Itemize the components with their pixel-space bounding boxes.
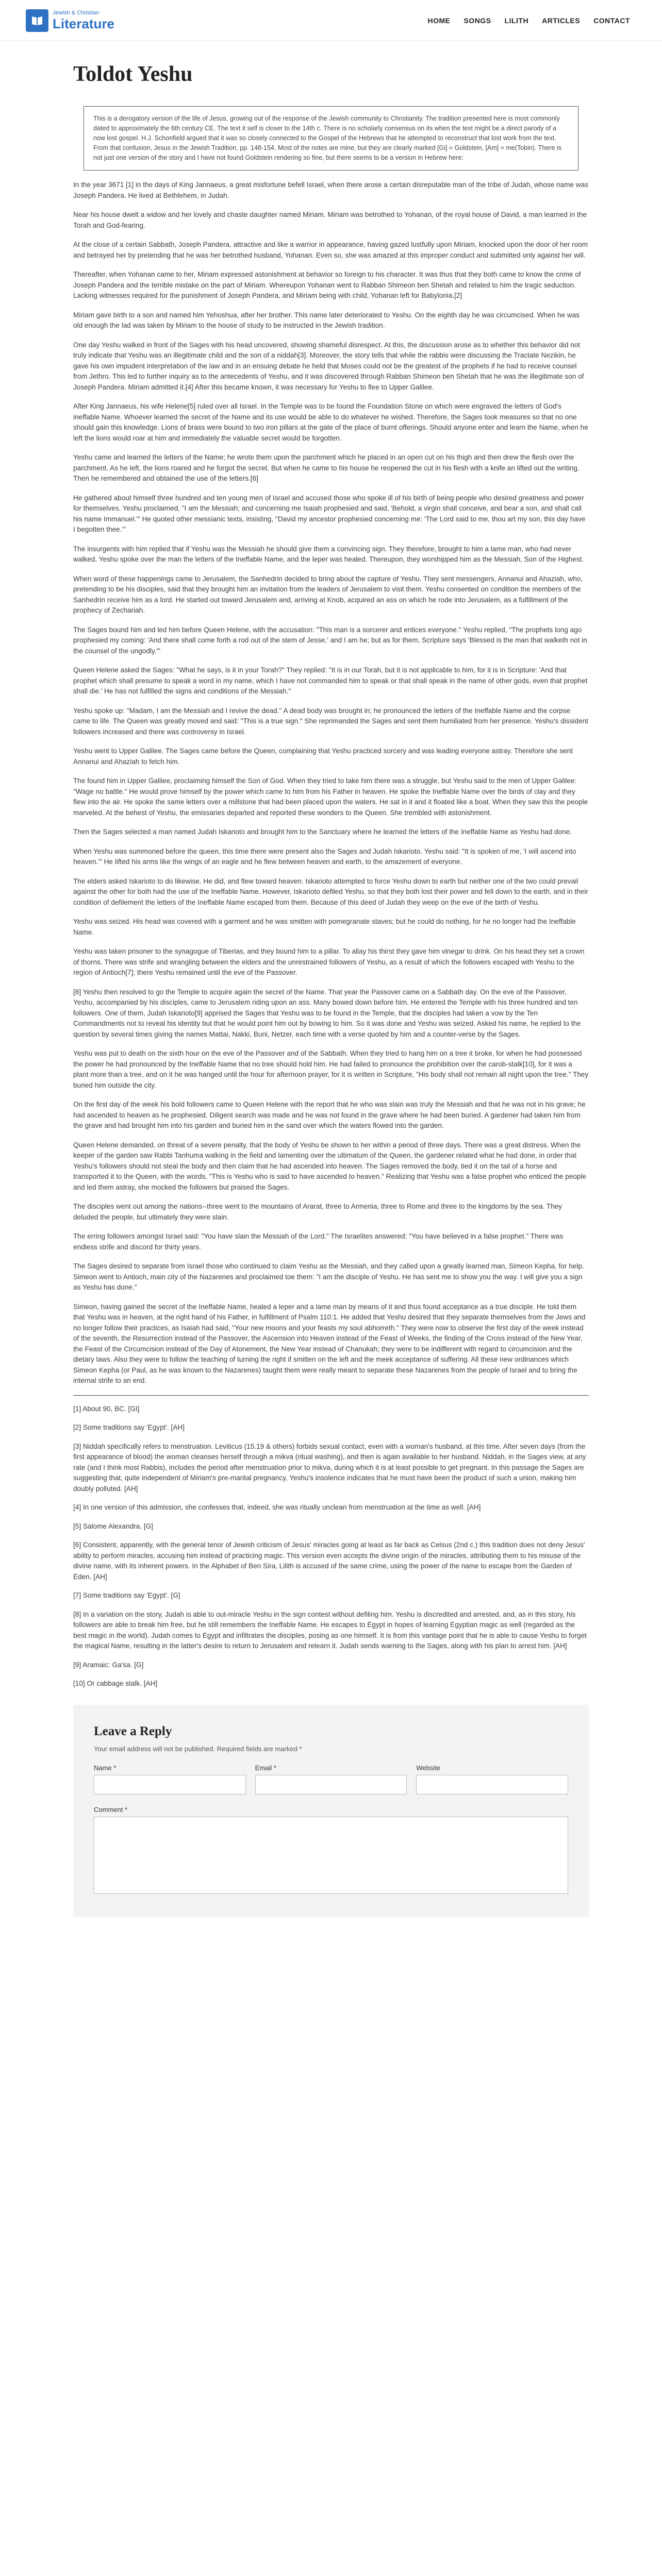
- nav-home[interactable]: HOME: [427, 16, 451, 25]
- reply-title: Leave a Reply: [94, 1724, 172, 1738]
- book-icon: [26, 9, 48, 32]
- footnote: [10] Or cabbage stalk. [AH]: [73, 1680, 158, 1687]
- article-paragraph: Yeshu went to Upper Galilee. The Sages came before the Queen, complaining that Yeshu practiced sorcery and was leading everyone astray. Therefore she sent Annanui and Ahaziah to fetch him.: [73, 747, 573, 766]
- footnote: [3] Niddah specifically refers to menstruation. Leviticus (15.19 & others) forbids sexual contact, even with a woman's husband, at this time. After seven days (from the first appearance of blood) the woman cleanses herself through a mikva (ritual washing), and then is again available to her husband. Niddah, in the Sages view, at any rate (and I think most Rabbis), includes the period after menstruation prior to mikva, during which it is at least possible to get pregnant. In this passage the Sages are suggesting that, quite independent of Miriam's pre-marital pregnancy, Yeshu's insolence indicates that he must have been the product of such a union, making him doubly polluted. [AH]: [73, 1442, 586, 1493]
- article-paragraph: Yeshu spoke up: "Madam, I am the Messiah and I revive the dead." A dead body was brought in; he pronounced the letters of the Ineffable Name and the corpse came to life. The Queen was greatly moved and said: "This is a true sign." She reprimanded the Sages and sent them humiliated from her presence. Yeshu's dissident followers increased and there was controversy in Israel.: [73, 706, 588, 736]
- footnote: [5] Salome Alexandra. [G]: [73, 1522, 153, 1530]
- article-paragraph: When word of these happenings came to Jerusalem, the Sanhedrin decided to bring about the capture of Yeshu. They sent messengers, Annanui and Ahaziah, who, pretending to be his disciples, said that they brought him an invitation from the leaders of Jerusalem to visit them. Yeshu consented on condition the members of the Sanhedrin receive him as a lord. He started out toward Jerusalem and, arriving at Knob, acquired an ass on which he rode into Jerusalem, as a fulfillment of the prophecy of Zechariah.: [73, 574, 583, 614]
- article-paragraph: He gathered about himself three hundred and ten young men of Israel and accused those who spoke ill of his birth of being people who desired greatness and power for themselves. Yeshu proclaimed, "I am the Messiah; and concerning me Isaiah prophesied and said, 'Behold, a virgin shall conceive, and bear a son, and shall call his name Immanuel.'" He quoted other messianic texts, insisting, "David my ancestor prophesied concerning me: 'The Lord said to me, thou art my son, this day have I begotten thee.'": [73, 494, 586, 533]
- article-paragraph: The Sages bound him and led him before Queen Helene, with the accusation: "This man is a sorcerer and entices everyone." Yeshu replied, "The prophets long ago prophesied my coming: 'And there shall come forth a rod out of the stem of Jesse,' and I am he; but as for them, Scripture says 'Blessed is the man that walketh not in the counsel of the ungodly.'": [73, 625, 587, 655]
- article-paragraph: Queen Helene demanded, on threat of a severe penalty, that the body of Yeshu be shown to her within a period of three days. There was a great distress. When the keeper of the garden saw Rabbi Tanhuma walking in the field and lamenting over the ultimatum of the Queen, the gardener related what he had done, in order that Yeshu's followers should not steal the body and then claim that he had ascended into heaven. The Sages removed the body, tied it on the tail of a horse and transported it to the Queen, with the words, "This is Yeshu who is said to have ascended to heaven." Realizing that Yeshu was a false prophet who enticed the people and led them astray, she mocked the followers but praised the Sages.: [73, 1141, 587, 1191]
- footnote: [4] In one version of this admission, she confesses that, indeed, she was ritually unclean from menstruation at the time as well. [AH]: [73, 1503, 481, 1511]
- article-paragraph: Simeon, having gained the secret of the Ineffable Name, healed a leper and a lame man by means of it and thus found acceptance as a true disciple. He told them that Yeshu was in heaven, at the right hand of his Father, in fulfillment of Psalm 110:1. He added that Yeshu desired that they separate themselves from the Jews and no longer follow their practices, as Isaiah had said, "Your new moons and your feasts my soul abhorreth." They were now to observe the first day of the week instead of the seventh, the Resurrection instead of the Passover, the Ascension into Heaven instead of the Feast of Weeks, the finding of the Cross instead of the New Year, the Feast of the Circumcision instead of the Day of Atonement, the New Year instead of Chanukah; they were to be indifferent with regard to circumcision and the dietary laws. Also they were to follow the teaching of turning the right if smitten on the left and the meek acceptance of suffering. All these new ordinances which Simeon Kepha (or Paul, as he was known to the Nazarenes) taught them were really meant to separate these Nazarenes from the people of Israel and to bring the internal strife to an end.: [73, 1302, 586, 1384]
- nav-songs[interactable]: SONGS: [464, 16, 491, 25]
- article-body: [73, 180, 589, 1386]
- article-paragraph: The elders asked Iskarioto to do likewise. He did, and flew toward heaven. Iskarioto attempted to force Yeshu down to earth but neither one of the two could prevail against the other for both had the use of the Ineffable Name. However, Iskarioto defiled Yeshu, so that they both lost their power and fell down to the earth, and in their condition of defilement the letters of the Ineffable Name escaped from them. Because of this deed of Judah they weep on the eve of the birth of Yeshu.: [73, 877, 588, 906]
- name-input[interactable]: [94, 1775, 246, 1794]
- article-paragraph: [8] Yeshu then resolved to go the Temple to acquire again the secret of the Name. That year the Passover came on a Sabbath day. On the eve of the Passover, Yeshu, accompanied by his disciples, came to Jerusalem riding upon an ass. Many bowed down before him. He entered the Temple with his three hundred and ten followers. One of them, Judah Iskarioto[9] apprised the Sages that Yeshu was to be found in the Temple, that the disciples had taken a vow by the Ten Commandments not to reveal his identity but that he would point him out by bowing to him. So it was done and Yeshu was seized. Asked his name, he replied to the question by several times giving the names Mattai, Nakki, Buni, Netzer, each time with a verse quoted by him and a counter-verse by the Sages.: [73, 988, 581, 1038]
- nav-contact[interactable]: CONTACT: [593, 16, 630, 25]
- reply-hint: Your email address will not be published. Required fields are marked *: [94, 1744, 302, 1753]
- article-paragraph: The found him in Upper Galilee, proclaiming himself the Son of God. When they tried to take him there was a struggle, but Yeshu said to the men of Upper Galilee: "Wage no battle." He would prove himself by the power which came to him from his Father in heaven. He spoke the Ineffable Name over the birds of clay and they flew into the air. He spoke the same letters over a millstone that had been placed upon the waters. He sat in it and it floated like a boat. When they saw this the people marveled. At the behest of Yeshu, the emissaries departed and reported these wonders to the Queen. She trembled with astonishment.: [73, 777, 588, 817]
- article-paragraph: Yeshu was put to death on the sixth hour on the eve of the Passover and of the Sabbath. When they tried to hang him on a tree it broke, for when he had possessed the power he had pronounced by the Ineffable Name that no tree should hold him. He had failed to pronounce the prohibition over the carob-stalk[10], for it was a plant more than a tree, and on it he was hanged until the hour for afternoon prayer, for it is written in Scripture, "His body shall not remain all night upon the tree." They buried him outside the city.: [73, 1049, 589, 1089]
- footnote: [2] Some traditions say 'Egypt'. [AH]: [73, 1423, 185, 1431]
- nav-lilith[interactable]: LILITH: [504, 16, 529, 25]
- intro-notice: This is a derogatory version of the life of Jesus, growing out of the response of the Jewish community to Christianity. The tradition presented here is most commonly dated to approximately the 6th century CE. The text it self is closer to the 14th c. There is no scholarly consensus on its when the text might be a direct parody of a now lost gospel. H.J. Schonfield argued that it was so closely connected to the Gospel of the Hebrews that he attempted to reconstruct that lost work from the text. From that confusion, Jesus in the Jewish Tradition, pp. 148-154. Most of the notes are mine, but they are clearly marked [Gi] = Goldstein, [Am] = me(Tobin). There is not just one version of the story and I have not found Goldstein rendering so fine, but there seems to be a version in Hebrew here:: [84, 106, 578, 171]
- site-logo[interactable]: [26, 9, 114, 32]
- email-input[interactable]: [255, 1775, 407, 1794]
- article-paragraph: The erring followers amongst Israel said: "You have slain the Messiah of the Lord." The Israelites answered: "You have believed in a false prophet." There was endless strife and discord for thirty years.: [73, 1232, 564, 1251]
- comment-form: [73, 1705, 589, 1917]
- footnote: [7] Some traditions say 'Egypt'. [G]: [73, 1591, 180, 1599]
- article-paragraph: One day Yeshu walked in front of the Sages with his head uncovered, showing shameful disrespect. At this, the discussion arose as to whether this behavior did not truly indicate that Yeshu was an illegitimate child and the son of a niddah[3]. Moreover, the story tells that while the rabbis were discussing the Tractate Nezikin, he gave his own impudent interpretation of the law and in an ensuing debate he held that Moses could not be the greatest of the prophets if he had to receive counsel from Jethro. This led to further inquiry as to the antecedents of Yeshu, and it was discovered through Rabban Shimeon ben Shetah that he was the illegitimate son of Joseph Pandera. Miriam admitted it.[4] After this became known, it was necessary for Yeshu to flee to Upper Galilee.: [73, 341, 584, 391]
- name-label: Name *: [94, 1764, 117, 1772]
- article-paragraph: The disciples went out among the nations--three went to the mountains of Ararat, three to Armenia, three to Rome and three to the kingdoms by the sea. They deluded the people, but ultimately they were slain.: [73, 1202, 562, 1221]
- article-paragraph: The insurgents with him replied that if Yeshu was the Messiah he should give them a convincing sign. They therefore, brought to him a lame man, who had never walked. Yeshu spoke over the man the letters of the Ineffable Name, and the leper was healed. Thereupon, they worshipped him as the Messiah, Son of the Highest.: [73, 545, 584, 563]
- article-paragraph: Queen Helene asked the Sages: "What he says, is it in your Torah?" They replied: "It is in our Torah, but it is not applicable to him, for it is in Scripture: 'And that prophet which shall presume to speak a word in my name, which I have not commanded him to speak or that shall speak in the name of other gods, even that prophet shall die.' He has not fulfilled the signs and conditions of the Messiah.": [73, 666, 588, 695]
- article-paragraph: Near his house dwelt a widow and her lovely and chaste daughter named Miriam. Miriam was betrothed to Yohanan, of the royal house of David, a man learned in the Torah and God-fearing.: [73, 211, 587, 229]
- brand-small-text: Jewish & Christian: [53, 10, 100, 16]
- article-paragraph: Yeshu came and learned the letters of the Name; he wrote them upon the parchment which he placed in an open cut on his thigh and then drew the flesh over the parchment. As he left, the lions roared and he forgot the secret. But when he came to his house he reopened the cut in his flesh with a knife an lifted out the writing. Then he remembered and obtained the use of the letters.[6]: [73, 453, 580, 482]
- article-paragraph: At the close of a certain Sabbath, Joseph Pandera, attractive and like a warrior in appearance, having gazed lustfully upon Miriam, knocked upon the door of her room and betrayed her by pretending that he was her betrothed husband, Yohanan. Even so, she was amazed at this improper conduct and submitted only against her will.: [73, 241, 588, 259]
- article-paragraph: Then the Sages selected a man named Judah Iskarioto and brought him to the Sanctuary where he learned the letters of the Ineffable Name as Yeshu had done.: [73, 828, 572, 836]
- brand-name: Literature: [53, 16, 114, 31]
- article-paragraph: On the first day of the week his bold followers came to Queen Helene with the report that he who was slain was truly the Messiah and that he was not in his grave; he had ascended to heaven as he prophesied. Diligent search was made and he was not found in the grave where he had been buried. A gardener had taken him from the grave and had brought him into his garden and buried him in the sand over which the waters flowed into the garden.: [73, 1100, 586, 1129]
- main-nav: [427, 16, 630, 25]
- article-paragraph: The Sages desired to separate from Israel those who continued to claim Yeshu as the Messiah, and they called upon a greatly learned man, Simeon Kepha, for help. Simeon went to Antioch, main city of the Nazarenes and proclaimed toe them: "I am the disciple of Yeshu. He has sent me to show you the way. I will give you a sign as Yeshu has done.": [73, 1262, 584, 1291]
- site-header: [0, 0, 662, 41]
- notes-divider: [73, 1395, 589, 1396]
- comment-label: Comment *: [94, 1805, 128, 1814]
- article-paragraph: Yeshu was taken prisoner to the synagogue of Tiberias, and they bound him to a pillar. To allay his thirst they gave him vinegar to drink. On his head they set a crown of thorns. There was strife and wrangling between the elders and the unrestrained followers of Yeshu, as a result of which the followers escaped with Yeshu to the region of Antioch[7]; there Yeshu remained until the eve of the Passover.: [73, 947, 585, 976]
- footnote: [8] In a variation on the story, Judah is able to out-miracle Yeshu in the sign contest without defiling him. Yeshu is discredited and arrested, and, as in this story, his followers are able to break him free, but he still remembers the Ineffable Name. He escapes to Egypt in hopes of learning Egyptian magic as well (regarded as the best magic in the world). Judah comes to Egypt and infiltrates the disciples, posing as one himself. It is from this vantage point that he is able to cause Yeshu to forget the magical Name, resulting in the latter's desire to return to Jerusalem and relearn it. Judah sends warning to the Sages, along with his plan to arrest him. [AH]: [73, 1610, 587, 1650]
- nav-articles[interactable]: ARTICLES: [542, 16, 581, 25]
- footnotes: [73, 1404, 589, 1689]
- footnote: [6] Consistent, apparently, with the general tenor of Jewish criticism of Jesus' miracles going at least as far back as Celsus (2nd c.) this tradition does not deny Jesus' ability to perform miracles, accusing him instead of practicing magic. This version even accepts the divine origin of the miracles, attributing them to his misuse of the divine name, with its inherent powers. In the Alphabet of Ben Sira, Lilith is accused of the same crime, using the power of the name to escape from the Garden of Eden. [AH]: [73, 1541, 585, 1581]
- article-paragraph: Yeshu was seized. His head was covered with a garment and he was smitten with pomegranate staves; but he could do nothing, for he no longer had the Ineffable Name.: [73, 918, 576, 936]
- comment-textarea[interactable]: [94, 1817, 568, 1894]
- footnote: [9] Aramaic: Ga'sa. [G]: [73, 1660, 144, 1669]
- article-paragraph: After King Jannaeus, his wife Helene[5] ruled over all Israel. In the Temple was to be found the Foundation Stone on which were engraved the letters of God's ineffable Name. Whoever learned the secret of the Name and its use would be able to do whatever he wished. Therefore, the Sages took measures so that no one should gain this knowledge. Lions of brass were bound to two iron pillars at the gate of the place of burnt offerings. Should anyone enter and learn the Name, when he left the lions would roar at him and immediately the valuable secret would be forgotten.: [73, 402, 588, 442]
- article-paragraph: Miriam gave birth to a son and named him Yehoshua, after her brother. This name later deteriorated to Yeshu. On the eighth day he was circumcised. When he was old enough the lad was taken by Miriam to the house of study to be instructed in the Jewish tradition.: [73, 311, 580, 329]
- website-label: Website: [416, 1764, 441, 1772]
- article-paragraph: When Yeshu was summoned before the queen, this time there were present also the Sages and Judah Iskarioto. Yeshu said: "It is spoken of me, 'I will ascend into heaven.'" He lifted his arms like the wings of an eagle and he flew between heaven and earth, to the amazement of everyone.: [73, 847, 576, 866]
- article: [73, 41, 589, 1917]
- article-paragraph: Thereafter, when Yohanan came to her, Miriam expressed astonishment at behavior so foreign to his character. It was thus that they both came to know the crime of Joseph Pandera and the terrible mistake on the part of Miriam. Whereupon Yohanan went to Rabban Shimeon ben Shetah and related to him the tragic seduction. Lacking witnesses required for the punishment of Joseph Pandera, and Miriam being with child, Yohanan left for Babylonia.[2]: [73, 270, 581, 299]
- website-input[interactable]: [416, 1775, 568, 1794]
- article-paragraph: In the year 3671 [1] in the days of King Jannaeus, a great misfortune befell Israel, when there arose a certain disreputable man of the tribe of Judah, whose name was Joseph Pandera. He lived at Bethlehem, in Judah.: [73, 181, 588, 199]
- footnote: [1] About 90, BC. [GI]: [73, 1404, 140, 1413]
- page-title: Toldot Yeshu: [73, 62, 193, 86]
- email-label: Email *: [255, 1764, 276, 1772]
